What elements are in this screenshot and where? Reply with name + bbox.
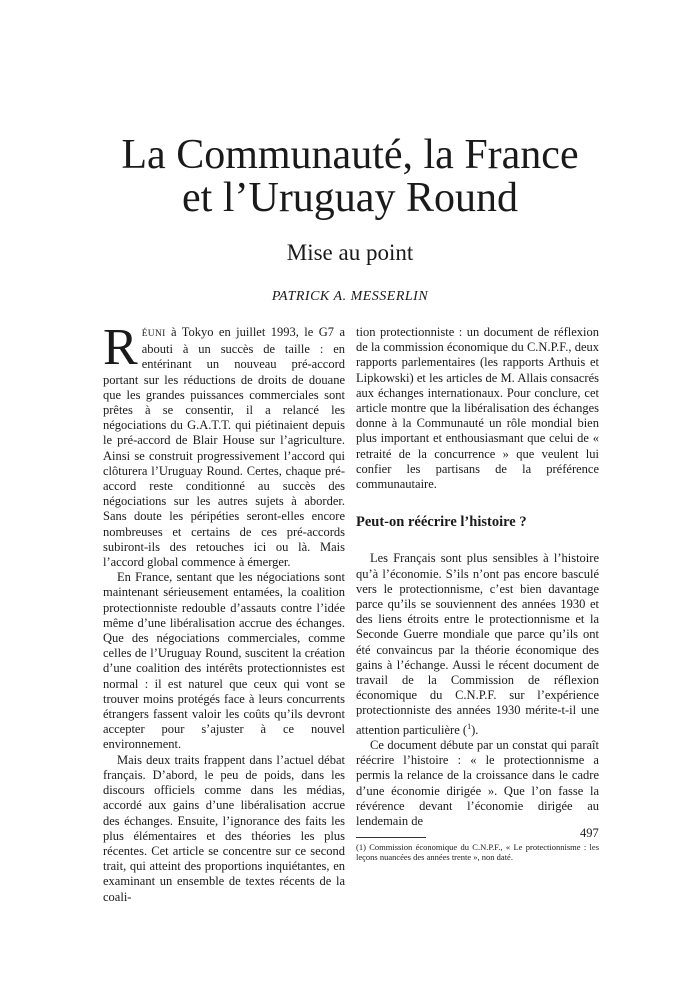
- paragraph-5-end: ).: [471, 722, 479, 737]
- page-number: 497: [580, 826, 599, 840]
- paragraph-4: tion protectionniste : un document de réflexion de la commission économique du C.N.P.F., deux rapports parlementaires (les rapports Arthuis et Lipkowski) et les articles de M. Allais consacrés aux échanges internationaux. Pour conclure, cet article montre que la libéralisation des échanges donne à la Communauté un rôle mondial bien plus important et enthousiasmant que celui de « retraité de la concurrence » que veulent lui confier les partisans de la préférence communautaire.: [356, 325, 599, 492]
- footnote-ref: 1: [467, 721, 472, 731]
- article-title-line-2: et l’Uruguay Round: [182, 175, 518, 221]
- paragraph-3: Mais deux traits frappent dans l’actuel débat français. D’abord, le peu de poids, dans les discours officiels comme dans les médias, accordé aux gains d’une libéralisation accrue des échanges. Ensuite, l’ignorance des faits les plus élémentaires et des théories les plus récentes. Cet article se concentre sur ce second trait, qui atteint des proportions inquiétantes, en examinant un ensemble de textes récents de la coali-: [103, 752, 345, 904]
- smallcaps-lead: ÉUNI: [141, 329, 166, 339]
- paragraph-2: En France, sentant que les négociations sont maintenant sérieusement entamées, la coalition protectionniste redouble d’assauts contre l’idée même d’une libéralisation accrue des échanges. Que des négociations commerciales, comme celles de l’Uruguay Round, suscitent la création d’une coalition des intérêts protectionnistes est normal : il est naturel que ceux qui vont se trouver moins protégés face à leurs concurrents étrangers fassent valoir les coûts qu’ils devront accepter pour s’ajuster à ce nouvel environnement.: [103, 570, 345, 752]
- paragraph-1-text: à Tokyo en juillet 1993, le G7 a abouti à un succès de taille : en entérinant un nouveau pré-accord portant sur les réductions de droits de douane que les grandes puissances commerciales sont prêtes à se consentir, il a relancé les négociations du G.A.T.T. qui piétinaient depuis le pré-accord de Blair House sur l’agriculture. Ainsi se construit progressivement l’accord qui clôturera l’Uruguay Round. Certes, chaque pré-accord reste conditionné au succès des négociations sur les autres sujets à aborder. Sans doute les péripéties seront-elles encore nombreuses et certains de ces pré-accords subiront-ils des retouches ici ou là. Mais l’accord global commence à émerger.: [103, 325, 345, 570]
- drop-cap: R: [103, 319, 138, 376]
- paragraph-5-text: Les Français sont plus sensibles à l’histoire qu’à l’économie. S’ils n’ont pas encore basculé vers le protectionnisme, c’est bien davantage parce qu’ils se souviennent des années 1930 et des liens étroits entre le protectionnisme et la Seconde Guerre mondiale que parce qu’ils ont été convaincus par la théorie économique des gains à l’échange. Aussi le récent document de travail de la Commission de réflexion économique du C.N.P.F. sur l’expérience protectionniste des années 1930 mérite-t-il une attention particulière (: [356, 551, 599, 737]
- paragraph-5: [356, 551, 599, 738]
- footnote-divider: [356, 837, 426, 838]
- paragraph-1: [103, 319, 345, 570]
- section-heading: Peut-on réécrire l’histoire ?: [356, 514, 527, 531]
- author-name: PATRICK A. MESSERLIN: [271, 289, 429, 304]
- paragraph-6: Ce document débute par un constat qui paraît réécrire l’histoire : « le protectionnisme a permis la relance de la croissance dans le cadre d’une économie dirigée ». Que l’on fasse la révérence devant l’économie dirigée au lendemain de: [356, 738, 599, 829]
- right-column: [356, 325, 599, 862]
- footnote: (1) Commission économique du C.N.P.F., « Le protectionnisme : les leçons nuancées des années trente », non daté.: [356, 842, 599, 863]
- left-column: [103, 319, 345, 905]
- article-subtitle: Mise au point: [286, 240, 414, 265]
- article-title-line-1: La Communauté, la France: [121, 132, 579, 178]
